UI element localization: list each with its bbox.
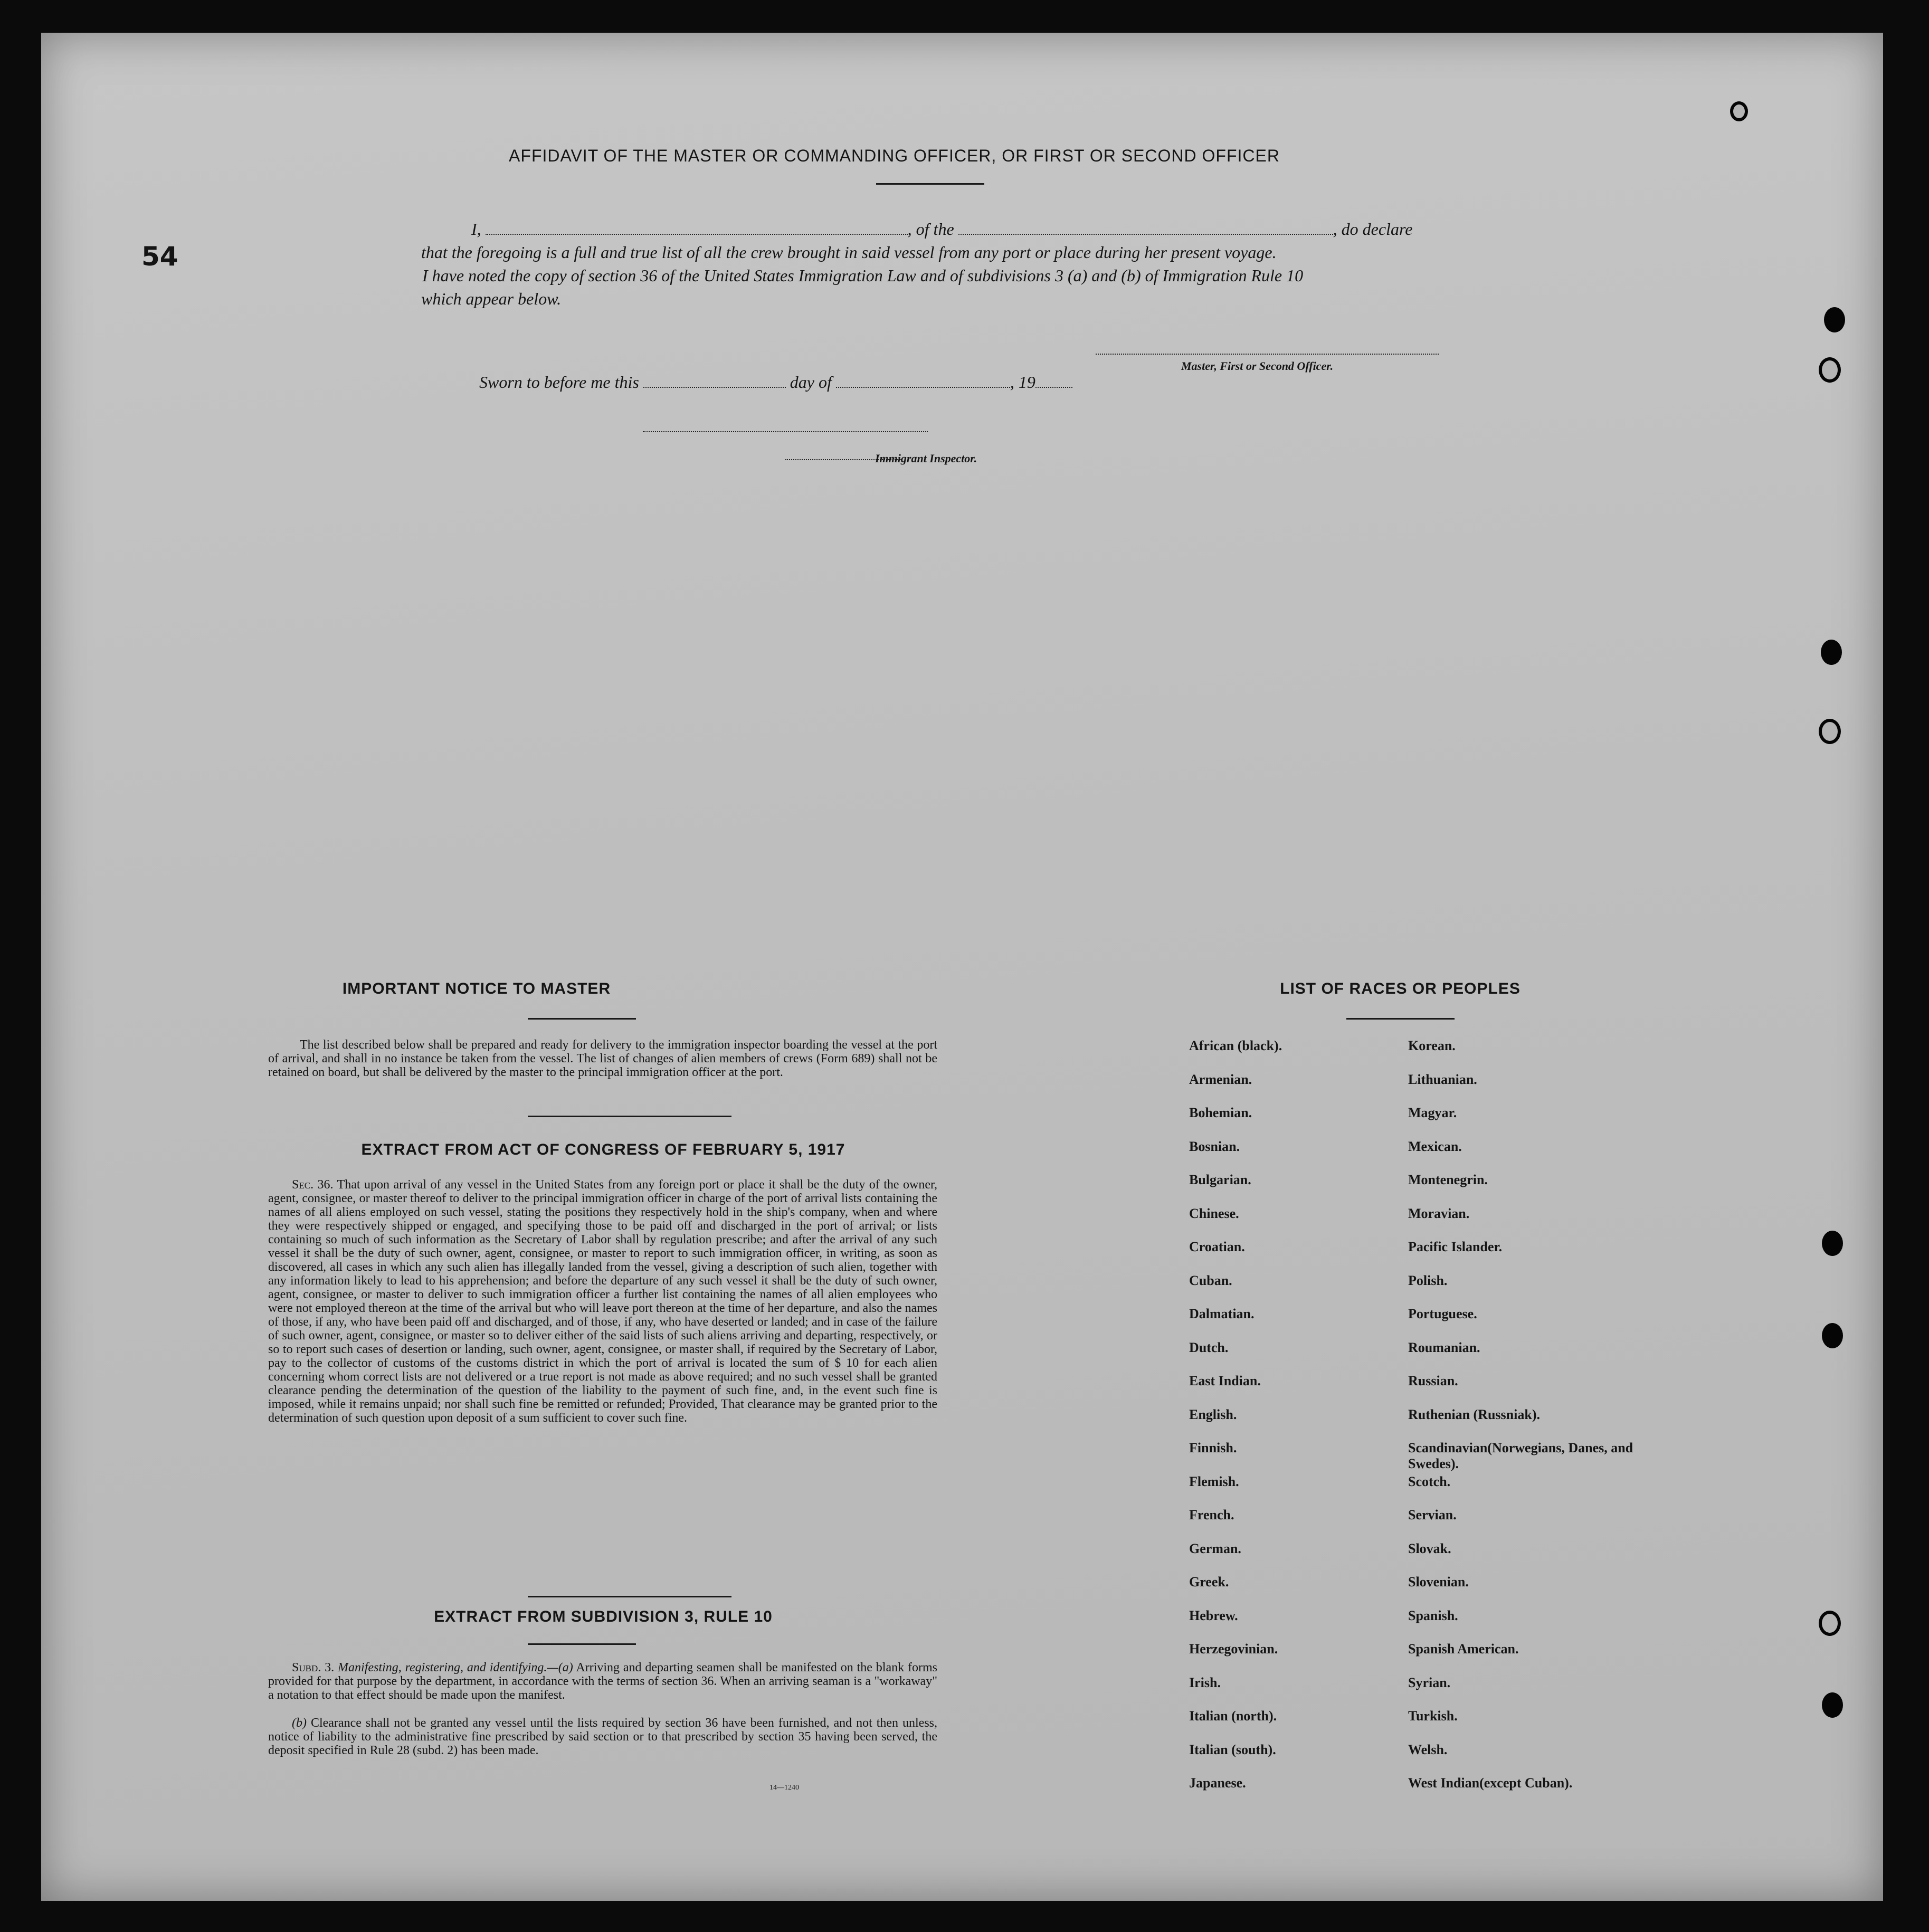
punch-hole [1819,719,1841,744]
race-item: French. [1189,1507,1234,1522]
race-item: Chinese. [1189,1205,1239,1221]
race-item: Magyar. [1408,1105,1457,1120]
race-item: Spanish American. [1408,1641,1519,1657]
divider [1346,1018,1455,1020]
race-item: Italian (south). [1189,1741,1276,1757]
race-item: Moravian. [1408,1205,1470,1221]
act-text [268,1178,937,1425]
race-item: Polish. [1408,1272,1448,1288]
race-item: Italian (north). [1189,1708,1277,1724]
rule-title: EXTRACT FROM SUBDIVISION 3, RULE 10 [434,1608,773,1625]
sworn-line [479,370,1072,394]
race-item: Cuban. [1189,1272,1232,1288]
race-item: Croatian. [1189,1239,1245,1254]
divider [528,1018,636,1020]
race-item: Irish. [1189,1674,1221,1690]
race-item: Lithuanian. [1408,1071,1477,1087]
sworn-label: Sworn to before me this [479,373,639,392]
race-item: Slovak. [1408,1540,1451,1556]
punch-hole [1819,1611,1841,1636]
of-the-label: , of the [907,220,954,239]
race-item: Ruthenian (Russniak). [1408,1406,1540,1422]
subd-b-label: (b) [292,1716,307,1730]
race-item: Armenian. [1189,1071,1252,1087]
race-item: Russian. [1408,1373,1458,1388]
race-item: Bohemian. [1189,1105,1252,1120]
race-item: German. [1189,1540,1241,1556]
act-title: EXTRACT FROM ACT OF CONGRESS OF FEBRUARY 5, 1917 [361,1141,845,1158]
bleed-through-row [147,471,156,489]
vessel-name-field[interactable] [958,234,1333,235]
act-body: That upon arrival of any vessel in the United States from any foreign port or place it shall be the duty of the owner, agent, consignee, or master thereof to deliver to the principal immigration officer in charge of the port of arrival lists containing the names of all aliens employed on such vessel, stating the positions they respectively hold in the ship's company, when and where they were respectively shipped or engaged, and specifying those to be paid off and discharged in the port of arrival; or lists containing so much of such information as the Secretary of Labor shall by regulation prescribe; and after the arrival of any such vessel it shall be the duty of such owner, agent, consignee, or master to report to such immigration officer, in writing, as soon as discovered, all cases in which any such alien has illegally landed from the vessel, giving a description of such alien, together with any information likely to lead to his apprehension; and before the departure of any such vessel it shall be the duty of such owner, agent, consignee, or master to deliver to such immigration officer a further list containing the names of all alien employees who were not employed thereon at the time of the arrival but who will leave port thereon at the time of her departure, and also the names of those, if any, who have been paid off and discharged, and of those, if any, who have deserted or landed; and in case of the failure of such owner, agent, consignee, or master so to deliver either of the said lists of such aliens arriving and departing, respectively, or so to report such cases of desertion or landing, such owner, agent, consignee, or master shall, if required by the Secretary of Labor, pay to the collector of customs of the customs district in which the port of arrival is located the sum of $ 10 for each alien concerning whom correct lists are not delivered or a true report is not made as above required; and no such vessel shall be granted clearance pending the determination of the question of the liability to the payment of such fine, and, in the event such fine is imposed, while it remains unpaid; nor shall such fine be remitted or refunded; Provided, That clearance may be granted prior to the determination of such question upon deposit of a sum sufficient to cover such fine. [268,1178,937,1425]
race-item: Dutch. [1189,1339,1229,1355]
punch-hole [1730,101,1748,121]
margin-mark: 54 [141,241,178,272]
races-column-1 [1189,1038,1390,1809]
race-item: Dalmatian. [1189,1306,1255,1321]
declarant-name-field[interactable] [486,234,908,235]
race-item: African (black). [1189,1038,1282,1053]
race-item: English. [1189,1406,1237,1422]
race-item: Turkish. [1408,1708,1458,1724]
year-label: , 19 [1010,373,1035,392]
race-item: Montenegrin. [1408,1172,1488,1187]
affidavit-line-3: I have noted the copy of section 36 of the United States Immigration Law and of subdivisions 3 (a) and (b) of Immigration Rule 10 [422,266,1304,285]
divider [876,183,984,185]
affidavit-title: AFFIDAVIT OF THE MASTER OR COMMANDING OFFICER, OR FIRST OR SECOND OFFICER [509,146,1280,165]
inspector-label: Immigrant Inspector. [875,452,977,465]
race-item: Syrian. [1408,1674,1451,1690]
race-item: Servian. [1408,1507,1457,1522]
subd-label: Subd. 3. [292,1661,335,1674]
affidavit-line-2: that the foregoing is a full and true list of all the crew brought in said vessel from any port or place during her present voyage. [421,243,1277,262]
inspector-signature-line[interactable] [643,431,928,432]
punch-hole [1821,640,1842,665]
subd-a-text: Arriving and departing seamen shall be manifested on the blank forms provided for that purpose by the department, in accordance with the terms of section 36. When an arriving seaman is a "workaway" a notation to that effect should be made upon the manifest. [268,1661,938,1702]
race-item: West Indian(except Cuban). [1408,1775,1573,1791]
rule-subd-a [268,1661,937,1702]
punch-hole [1822,1323,1843,1348]
race-item: Portuguese. [1408,1306,1477,1321]
race-item: Korean. [1408,1038,1456,1053]
punch-hole [1822,1231,1843,1256]
race-item: Flemish. [1189,1473,1239,1489]
punch-hole [1824,307,1845,332]
sec-label: Sec. 36. [292,1178,334,1192]
notice-title: IMPORTANT NOTICE TO MASTER [342,980,611,997]
races-column-2 [1408,1038,1635,1809]
sworn-year-field[interactable] [1035,387,1072,388]
affidavit-line-4: which appear below. [421,289,562,308]
race-item: Greek. [1189,1574,1229,1590]
race-item: Spanish. [1408,1607,1458,1623]
punch-hole [1819,357,1841,383]
affidavit-i-label: I, [471,220,481,239]
race-item: Japanese. [1189,1775,1246,1791]
race-item: Bosnian. [1189,1138,1240,1154]
notice-text: The list described below shall be prepared and ready for delivery to the immigration inspector boarding the vessel at the port of arrival, and shall in no instance be taken from the vessel. The list of changes of alien members of crews (Form 689) shall not be retained on board, but shall be delivered by the master to the principal immigration officer at the port. [268,1038,937,1079]
sworn-month-field[interactable] [836,387,1010,388]
rule-subd-b [268,1716,937,1757]
subd-b-text: Clearance shall not be granted any vessel until the lists required by section 36 have been furnished, and not then unless, notice of liability to the administrative fine prescribed by said section or to that prescribed by section 35 having been served, the deposit specified in Rule 28 (subd. 2) has been made. [268,1716,938,1757]
races-title: LIST OF RACES OR PEOPLES [1280,980,1521,997]
race-item: Slovenian. [1408,1574,1469,1590]
race-item: Mexican. [1408,1138,1462,1154]
race-item: Pacific Islander. [1408,1239,1503,1254]
affidavit-body [421,217,1482,310]
subd-heading: Manifesting, registering, and identifying.—(a) [338,1661,573,1674]
race-item: Welsh. [1408,1741,1448,1757]
punch-hole [1822,1692,1843,1718]
race-item: Scandinavian(Norwegians, Danes, and Swedes). [1408,1440,1633,1471]
day-of-label: day of [790,373,832,392]
race-item: Roumanian. [1408,1339,1480,1355]
sworn-day-field[interactable] [643,387,786,388]
master-signature-label: Master, First or Second Officer. [1181,359,1334,373]
race-item: Scotch. [1408,1473,1451,1489]
do-declare-label: , do declare [1333,220,1413,239]
divider [528,1596,731,1597]
divider [528,1116,731,1117]
race-item: Hebrew. [1189,1607,1238,1623]
form-number: 14—1240 [769,1784,799,1792]
form-sheet [41,33,1883,1901]
divider [528,1643,636,1645]
race-item: Bulgarian. [1189,1172,1251,1187]
race-item: Finnish. [1189,1440,1237,1455]
race-item: East Indian. [1189,1373,1261,1388]
race-item: Herzegovinian. [1189,1641,1278,1657]
